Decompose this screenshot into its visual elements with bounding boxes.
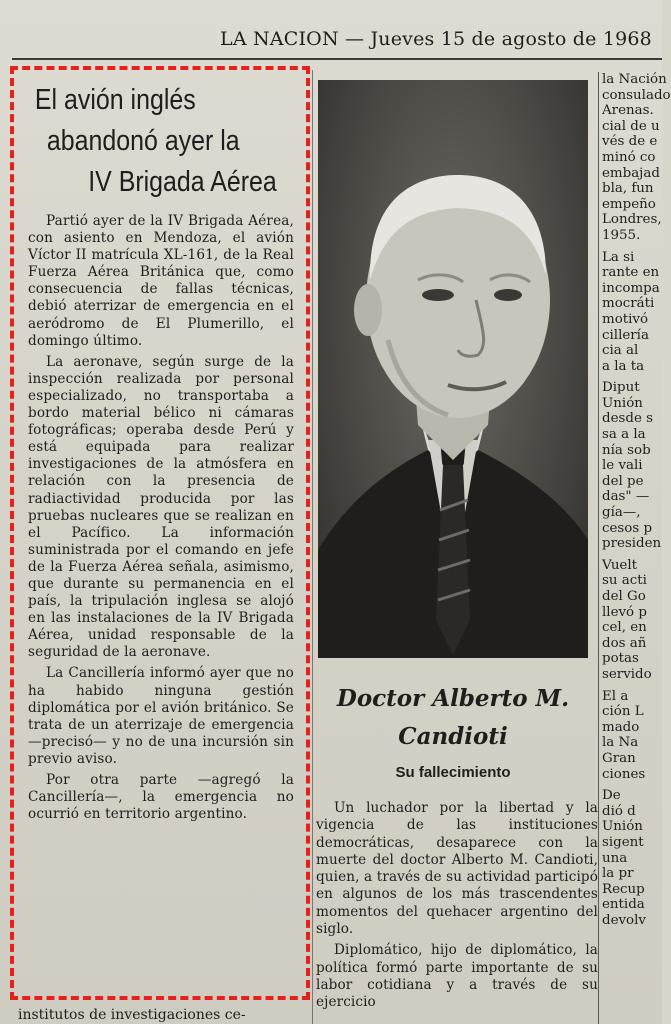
fragment-line: potas bbox=[602, 651, 639, 667]
article-paragraph: La aeronave, según surge de la inspección realizada por personal especializado, no transportaba a bordo material bélico ni cámaras fotográficas; operaba desde Perú y está equipada para realizar investigaciones de la atmósfera en relación con la presencia de radiactividad producida por las pruebas nucleares que se realizan en el Pacífico. La información suministrada por el comando en jefe de la Fuerza Aérea señala, asimismo, que durante su permanencia en el país, la tripulación inglesa se alojó en las instalaciones de la IV Brigada Aérea, unidad responsable de la seguridad de la aeronave. bbox=[28, 353, 294, 661]
fragment-line: motivó bbox=[602, 311, 649, 327]
fragment-line: la Na bbox=[602, 735, 639, 751]
fragment-line: sigent bbox=[602, 834, 644, 850]
article-headline bbox=[28, 80, 303, 203]
fragment-line: mocráti bbox=[602, 296, 655, 312]
obituary-paragraph: Diplomático, hijo de diplomático, la política formó parte importante de su labor cotidiana y a través de su ejercicio bbox=[316, 942, 598, 1011]
top-rule bbox=[12, 58, 662, 60]
fragment-line: del pe bbox=[602, 473, 644, 489]
fragment-line: dos añ bbox=[602, 635, 647, 651]
fragment-line: das" — bbox=[602, 489, 650, 505]
fragment-line: rante en bbox=[602, 265, 660, 281]
bottom-text-fragment: institutos de investigaciones ce- bbox=[18, 1007, 246, 1023]
fragment-line: nía sob bbox=[602, 442, 651, 458]
right-column-fragment bbox=[600, 72, 671, 928]
fragment-line: Diput bbox=[602, 380, 640, 396]
fragment-line: la Nación bbox=[602, 72, 667, 87]
fragment-line: incompa bbox=[602, 280, 660, 296]
fragment-line: ciones bbox=[602, 766, 646, 782]
fragment-line: De bbox=[602, 788, 621, 804]
obituary-title-line: Doctor Alberto M. bbox=[336, 685, 570, 712]
headline-line: El avión inglés bbox=[34, 84, 196, 116]
fragment-line: Londres, bbox=[602, 212, 662, 228]
fragment-line: 1955. bbox=[602, 227, 641, 243]
fragment-line: cel, en bbox=[602, 620, 647, 636]
fragment-line: El a bbox=[602, 688, 629, 704]
fragment-line: cia al bbox=[602, 343, 639, 359]
fragment-line: bla, fun bbox=[602, 181, 654, 197]
portrait-photo bbox=[318, 80, 588, 658]
portrait-figure bbox=[318, 80, 588, 658]
obituary-body bbox=[316, 800, 598, 1016]
fragment-line: Arenas. bbox=[602, 103, 654, 119]
headline-line: IV Brigada Aérea bbox=[88, 166, 277, 198]
obituary-title bbox=[318, 680, 588, 756]
fragment-line: le vali bbox=[602, 458, 643, 474]
article-paragraph: Por otra parte —agregó la Cancillería—, la emergencia no ocurrió en territorio argentino. bbox=[28, 772, 294, 823]
fragment-line: su acti bbox=[602, 573, 647, 589]
headline-line: abandonó ayer la bbox=[46, 125, 240, 157]
article-paragraph: La Cancillería informó ayer que no ha habido ninguna gestión diplomática por el avión británico. Se trata de un aterrizaje de emergencia —precisó— y no de una incursión sin previo aviso. bbox=[28, 665, 294, 767]
fragment-line: una bbox=[602, 850, 628, 866]
fragment-line: ción L bbox=[602, 704, 644, 720]
obituary-paragraph: Un luchador por la libertad y la vigencia de las instituciones democráticas, desaparece con la muerte del doctor Alberto M. Candioti, quien, a través de su actividad participó en algunos de los más trascendentes momentos del quehacer argentino del siglo. bbox=[316, 800, 598, 938]
fragment-line: empeño bbox=[602, 196, 656, 212]
masthead: LA NACION — Jueves 15 de agosto de 1968 bbox=[220, 28, 652, 50]
fragment-line: llevó p bbox=[602, 604, 647, 620]
article-paragraph: Partió ayer de la IV Brigada Aérea, con asiento en Mendoza, el avión Víctor II matrícula XL-161, de la Real Fuerza Aérea Británica que, como consecuencia de fallas técnicas, debió aterrizar de emergencia en el aeródromo de El Plumerillo, el domingo último. bbox=[28, 213, 294, 349]
fragment-line: cillería bbox=[602, 327, 649, 343]
fragment-line: Gran bbox=[602, 750, 636, 766]
fragment-line: cial de u bbox=[602, 118, 660, 134]
fragment-line: devolv bbox=[602, 912, 646, 928]
fragment-line: Unión bbox=[602, 395, 643, 411]
article-body bbox=[28, 213, 294, 823]
fragment-line: vés de e bbox=[602, 134, 658, 150]
fragment-line: a la ta bbox=[602, 358, 645, 374]
fragment-line: cesos p bbox=[602, 520, 653, 536]
fragment-line: minó co bbox=[602, 149, 656, 165]
fragment-line: servido bbox=[602, 666, 652, 682]
fragment-line: Unión bbox=[602, 819, 643, 835]
fragment-line: gía—, bbox=[602, 505, 641, 521]
fragment-line: entida bbox=[602, 897, 645, 913]
fragment-line: mado bbox=[602, 719, 640, 735]
fragment-line: del Go bbox=[602, 589, 646, 604]
obituary-subtitle: Su fallecimiento bbox=[395, 764, 511, 781]
column-divider bbox=[312, 70, 313, 1024]
fragment-line: La si bbox=[602, 249, 635, 265]
fragment-line: Recup bbox=[602, 881, 645, 897]
fragment-line: dió d bbox=[602, 803, 636, 819]
fragment-line: embajad bbox=[602, 165, 660, 181]
fragment-line: presiden bbox=[602, 536, 662, 552]
highlighted-article bbox=[10, 66, 310, 1000]
column-divider bbox=[598, 72, 599, 1024]
fragment-line: Vuelt bbox=[602, 557, 638, 573]
obituary-title-line: Candioti bbox=[398, 723, 508, 750]
fragment-line: sa a la bbox=[602, 427, 646, 443]
fragment-line: la pr bbox=[602, 866, 634, 882]
fragment-line: consulado bbox=[602, 87, 671, 103]
fragment-line: desde s bbox=[602, 411, 653, 427]
